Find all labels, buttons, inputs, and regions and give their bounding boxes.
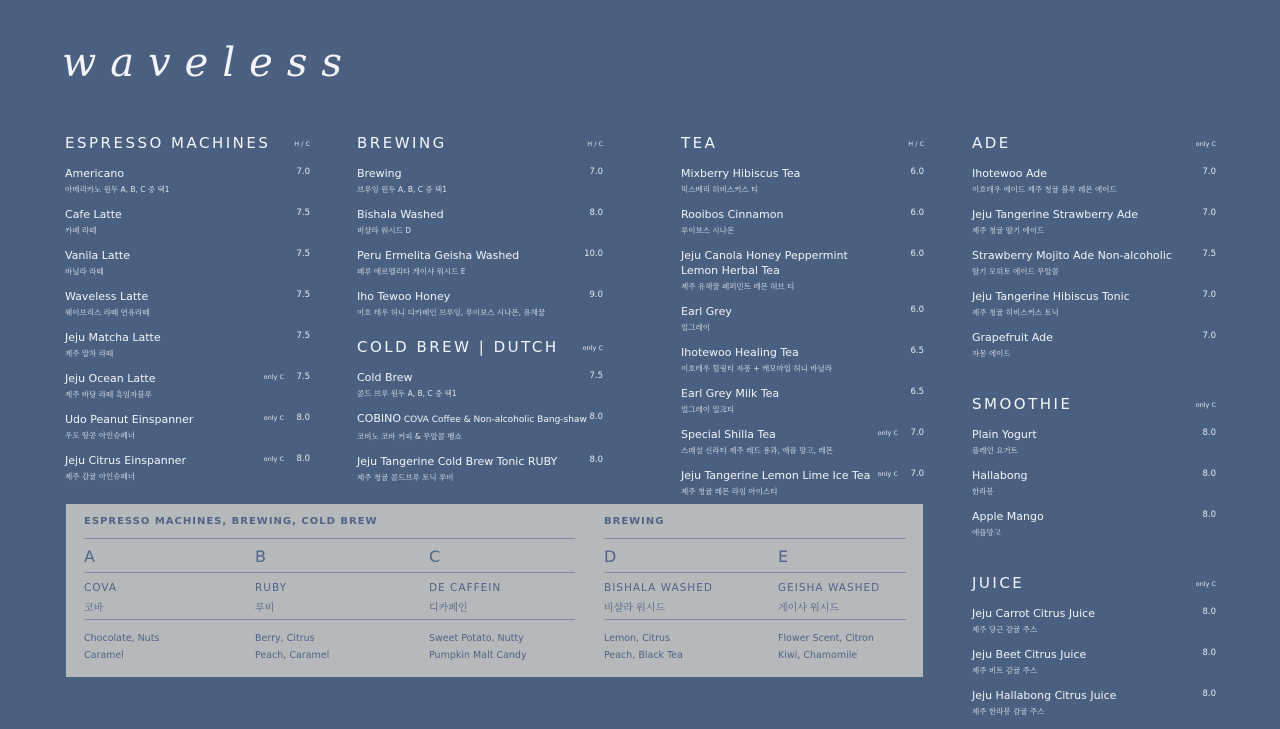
- item-price: 8.0: [1202, 469, 1216, 479]
- item-name-text: Americano: [65, 167, 125, 180]
- item-price: 8.0: [296, 413, 310, 423]
- menu-item: [972, 509, 1216, 538]
- menu-item: [357, 207, 603, 236]
- bean-name: COVA: [84, 582, 118, 594]
- menu-column-3: [681, 134, 924, 509]
- section-tag: H / C: [587, 140, 603, 148]
- item-name: [65, 289, 310, 304]
- item-price: 7.5: [296, 249, 310, 259]
- item-korean-name: 제주 유채꿀 페퍼민트 레몬 허브 티: [681, 282, 795, 291]
- bean-name: DE CAFFEIN: [429, 582, 502, 594]
- bean-letter: B: [255, 547, 266, 566]
- bean-korean-name: 비샬라 워시드: [604, 603, 666, 614]
- item-korean-name: 제주 당근 감귤 주스: [972, 625, 1038, 634]
- item-name-text: Jeju Ocean Latte: [65, 372, 156, 385]
- item-price: 8.0: [1202, 428, 1216, 438]
- menu-item: [972, 330, 1216, 359]
- item-price: 8.0: [1202, 510, 1216, 520]
- section-tag: H / C: [908, 140, 924, 148]
- item-price: 8.0: [589, 455, 603, 465]
- item-price: 8.0: [296, 454, 310, 464]
- item-price: 7.0: [589, 167, 603, 177]
- bean-note: Berry, Citrus: [255, 633, 315, 644]
- divider: [604, 572, 906, 573]
- section-header: [65, 134, 310, 152]
- item-name-text: Mixberry Hibiscus Tea: [681, 167, 801, 180]
- item-name-text: Bishala Washed: [357, 208, 444, 221]
- menu-item: [681, 166, 924, 195]
- item-name: [65, 248, 310, 263]
- menu-item: [972, 688, 1216, 717]
- section-title: COLD BREW | DUTCH: [357, 338, 559, 356]
- section-title: SMOOTHIE: [972, 395, 1073, 413]
- menu-column-4: [972, 134, 1216, 729]
- bean-korean-name: 디카페인: [429, 603, 468, 614]
- section-title: ADE: [972, 134, 1011, 152]
- item-korean-name: 제주 청귤 딸기 에이드: [972, 226, 1045, 235]
- menu-item: [357, 370, 603, 399]
- item-price: 7.0: [910, 428, 924, 438]
- section-header: [972, 134, 1216, 152]
- divider: [604, 538, 906, 539]
- menu-item: [357, 248, 603, 277]
- item-name-text: Jeju Tangerine Cold Brew Tonic RUBY: [357, 455, 558, 468]
- item-name-text: Jeju Matcha Latte: [65, 331, 161, 344]
- item-price: 6.5: [910, 387, 924, 397]
- item-price: 7.0: [1202, 167, 1216, 177]
- bean-note: Chocolate, Nuts: [84, 633, 160, 644]
- item-name: [972, 166, 1216, 181]
- section-tag: only C: [582, 344, 603, 352]
- menu-item: [681, 345, 924, 374]
- bean-name: GEISHA WASHED: [778, 582, 881, 594]
- menu-item: [972, 427, 1216, 456]
- item-korean-name: 카페 라떼: [65, 226, 97, 235]
- menu-item: [681, 207, 924, 236]
- menu-item: [65, 166, 310, 195]
- item-name: [65, 166, 310, 181]
- divider: [84, 538, 575, 539]
- item-name-text: Jeju Tangerine Strawberry Ade: [972, 208, 1138, 221]
- item-name: [972, 688, 1216, 703]
- item-name: [972, 248, 1216, 263]
- divider: [604, 619, 906, 620]
- item-korean-name: 믹스베리 히비스커스 티: [681, 185, 759, 194]
- item-price: 8.0: [1202, 648, 1216, 658]
- item-name: [65, 330, 310, 345]
- bean-korean-name: 게이샤 워시드: [778, 603, 840, 614]
- item-price: 6.0: [910, 249, 924, 259]
- item-price: 6.0: [910, 305, 924, 315]
- section-title: ESPRESSO MACHINES: [65, 134, 271, 152]
- menu-item: [681, 248, 924, 292]
- item-name: [357, 454, 603, 469]
- item-name: [972, 330, 1216, 345]
- menu-section: [972, 134, 1216, 359]
- only-cold-badge: only C: [263, 455, 284, 463]
- bean-letter: E: [778, 547, 789, 566]
- section-tag: only C: [1195, 580, 1216, 588]
- item-name-text: Strawberry Mojito Ade Non-alcoholic: [972, 249, 1172, 262]
- item-name-text: Brewing: [357, 167, 402, 180]
- item-name-detail: COVA Coffee & Non-alcoholic Bang-shaw: [401, 415, 587, 425]
- item-korean-name: 페루 에르멜리타 게이샤 워시드 E: [357, 267, 466, 276]
- item-name-text: Vanila Latte: [65, 249, 130, 262]
- item-price: 7.0: [1202, 208, 1216, 218]
- menu-section: [681, 134, 924, 497]
- item-name: [681, 166, 924, 181]
- item-korean-name: 제주 비트 감귤 주스: [972, 666, 1038, 675]
- menu-item: [681, 427, 924, 456]
- menu-item: [357, 289, 603, 318]
- bean-name: BISHALA WASHED: [604, 582, 713, 594]
- bean-letter: C: [429, 547, 441, 566]
- item-price: 7.5: [296, 208, 310, 218]
- item-korean-name: 이호테우 에이드 제주 청귤 블루 레몬 에이드: [972, 185, 1117, 194]
- item-name-text: Rooibos Cinnamon: [681, 208, 784, 221]
- item-price: 7.0: [1202, 331, 1216, 341]
- bean-note: Flower Scent, Citron: [778, 633, 874, 644]
- only-cold-badge: only C: [263, 414, 284, 422]
- item-name-text: Waveless Latte: [65, 290, 149, 303]
- bean-note: Caramel: [84, 650, 124, 661]
- menu-item: [681, 386, 924, 415]
- section-header: [357, 338, 603, 356]
- item-price: 7.5: [296, 372, 310, 382]
- item-price: 7.5: [1202, 249, 1216, 259]
- panel-heading-left: ESPRESSO MACHINES, BREWING, COLD BREW: [84, 516, 378, 527]
- item-name: [972, 647, 1216, 662]
- section-tag: only C: [1195, 140, 1216, 148]
- item-name-text: Jeju Tangerine Lemon Lime Ice Tea: [681, 469, 871, 482]
- item-name: [972, 468, 1216, 483]
- section-title: BREWING: [357, 134, 447, 152]
- bean-name: RUBY: [255, 582, 288, 594]
- divider: [84, 619, 575, 620]
- item-name: [681, 304, 924, 319]
- item-price: 7.5: [296, 290, 310, 300]
- item-name-text: Apple Mango: [972, 510, 1044, 523]
- menu-section: [357, 134, 603, 318]
- item-name: [357, 370, 603, 385]
- item-name: [65, 207, 310, 222]
- item-name-text: Jeju Hallabong Citrus Juice: [972, 689, 1117, 702]
- item-price: 8.0: [589, 208, 603, 218]
- section-tag: H / C: [294, 140, 310, 148]
- menu-item: [357, 454, 603, 483]
- menu-item: [65, 289, 310, 318]
- item-korean-name: 제주 말차 라떼: [65, 349, 114, 358]
- menu-item: [972, 468, 1216, 497]
- item-korean-name: 우도 땅콩 아인슈페너: [65, 431, 135, 440]
- divider: [84, 572, 575, 573]
- menu-item: [65, 330, 310, 359]
- item-price: 7.5: [589, 371, 603, 381]
- item-name: [972, 207, 1216, 222]
- item-price: 7.0: [1202, 290, 1216, 300]
- menu-column-2: [357, 134, 603, 495]
- item-korean-name: 애플망고: [972, 528, 1001, 537]
- menu-item: [972, 289, 1216, 318]
- bean-note: Kiwi, Chamomile: [778, 650, 858, 661]
- section-title: JUICE: [972, 574, 1025, 592]
- section-tag: only C: [1195, 401, 1216, 409]
- menu-item: [972, 606, 1216, 635]
- item-korean-name: 딸기 모히토 에이드 무알콜: [972, 267, 1059, 276]
- item-korean-name: 웨이브리스 라떼 연유라떼: [65, 308, 150, 317]
- menu-column-1: [65, 134, 310, 494]
- item-name-text: Grapefruit Ade: [972, 331, 1053, 344]
- item-name-text: Jeju Beet Citrus Juice: [972, 648, 1087, 661]
- item-price: 6.0: [910, 208, 924, 218]
- item-korean-name: 브루잉 원두 A, B, C 중 택1: [357, 185, 448, 194]
- item-name: [357, 289, 603, 304]
- item-korean-name: 비샬라 워시드 D: [357, 226, 412, 235]
- menu-item: [357, 166, 603, 195]
- menu-item: [65, 207, 310, 236]
- bean-note: Pumpkin Malt Candy: [429, 650, 527, 661]
- bean-letter: D: [604, 547, 617, 566]
- item-price: 10.0: [584, 249, 603, 259]
- menu-item: [972, 166, 1216, 195]
- item-name-text: Ihotewoo Healing Tea: [681, 346, 799, 359]
- bean-note: Peach, Caramel: [255, 650, 330, 661]
- bean-note: Peach, Black Tea: [604, 650, 683, 661]
- item-name-text: Hallabong: [972, 469, 1028, 482]
- item-korean-name: 이호테우 힐링티 자몽 + 캐모마일 허니 바닐라: [681, 364, 832, 373]
- item-name-text: Iho Tewoo Honey: [357, 290, 451, 303]
- menu-item: [972, 248, 1216, 277]
- menu-section: [65, 134, 310, 482]
- bean-letter: A: [84, 547, 95, 566]
- menu-section: [972, 395, 1216, 538]
- item-korean-name: 이호 테우 허니 디카페인 브루잉, 루이보스 시나몬, 유채꿀: [357, 308, 546, 317]
- item-price: 6.0: [910, 167, 924, 177]
- item-price: 9.0: [589, 290, 603, 300]
- item-name: [357, 411, 603, 428]
- item-price: 8.0: [589, 412, 603, 422]
- item-name: [357, 166, 603, 181]
- item-name: [972, 427, 1216, 442]
- section-header: [357, 134, 603, 152]
- item-price: 8.0: [1202, 607, 1216, 617]
- item-name-text: Jeju Tangerine Hibiscus Tonic: [972, 290, 1130, 303]
- item-name-text: Jeju Carrot Citrus Juice: [972, 607, 1095, 620]
- menu-item: [65, 371, 310, 400]
- bean-note: Sweet Potato, Nutty: [429, 633, 524, 644]
- item-name-text: Special Shilla Tea: [681, 428, 776, 441]
- item-korean-name: 자몽 에이드: [972, 349, 1011, 358]
- menu-item: [681, 304, 924, 333]
- bean-korean-name: 코바: [84, 603, 104, 614]
- item-name-text: Jeju Canola Honey Peppermint Lemon Herbal Tea: [681, 249, 848, 277]
- menu-item: [357, 411, 603, 442]
- item-name-text: Cafe Latte: [65, 208, 122, 221]
- item-name: [681, 248, 924, 278]
- menu-section: [357, 338, 603, 483]
- bean-note: Lemon, Citrus: [604, 633, 670, 644]
- item-korean-name: 플레인 요거트: [972, 446, 1018, 455]
- bean-korean-name: 루비: [255, 603, 275, 614]
- item-name: [357, 207, 603, 222]
- item-name-text: Peru Ermelita Geisha Washed: [357, 249, 520, 262]
- item-korean-name: 바닐라 라떼: [65, 267, 104, 276]
- item-name-text: Earl Grey: [681, 305, 732, 318]
- item-name-text: Plain Yogurt: [972, 428, 1037, 441]
- item-price: 8.0: [1202, 689, 1216, 699]
- item-korean-name: 제주 바당 라떼 흑임자블루: [65, 390, 152, 399]
- menu-item: [65, 412, 310, 441]
- item-name-text: Cold Brew: [357, 371, 413, 384]
- item-korean-name: 제주 감귤 아인슈페너: [65, 472, 135, 481]
- menu-item: [65, 453, 310, 482]
- item-name-text: Earl Grey Milk Tea: [681, 387, 780, 400]
- item-price: 7.0: [296, 167, 310, 177]
- item-name-text: Ihotewoo Ade: [972, 167, 1048, 180]
- item-korean-name: 제주 청귤 레몬 라임 아이스티: [681, 487, 778, 496]
- only-cold-badge: only C: [263, 373, 284, 381]
- item-korean-name: 제주 청귤 히비스커스 토닉: [972, 308, 1059, 317]
- item-name: [972, 606, 1216, 621]
- item-korean-name: 아메리카노 원두 A, B, C 중 택1: [65, 185, 170, 194]
- item-korean-name: 얼그레이: [681, 323, 710, 332]
- item-korean-name: 얼그레이 밀크티: [681, 405, 735, 414]
- item-name: [972, 509, 1216, 524]
- item-price: 6.5: [910, 346, 924, 356]
- section-header: [681, 134, 924, 152]
- menu-item: [681, 468, 924, 497]
- brand-logo: waveless: [62, 40, 356, 86]
- item-name: [681, 207, 924, 222]
- item-price: 7.0: [910, 469, 924, 479]
- item-name-text: Udo Peanut Einspanner: [65, 413, 194, 426]
- item-korean-name: 루이보스 시나몬: [681, 226, 735, 235]
- menu-item: [972, 207, 1216, 236]
- only-cold-badge: only C: [877, 470, 898, 478]
- item-name-text: COBINO: [357, 412, 402, 425]
- panel-heading-right: BREWING: [604, 516, 665, 527]
- menu-item: [972, 647, 1216, 676]
- item-name: [681, 345, 924, 360]
- item-name-text: Jeju Citrus Einspanner: [65, 454, 186, 467]
- item-korean-name: 스페셜 신라티 제주 레드 용과, 애플 망고, 레몬: [681, 446, 833, 455]
- item-name: [972, 289, 1216, 304]
- item-korean-name: 한라봉: [972, 487, 994, 496]
- section-header: [972, 574, 1216, 592]
- bean-info-panel: [66, 504, 923, 677]
- item-name: [681, 386, 924, 401]
- item-price: 7.5: [296, 331, 310, 341]
- menu-item: [65, 248, 310, 277]
- item-korean-name: 제주 한라봉 감귤 주스: [972, 707, 1045, 716]
- menu-section: [972, 574, 1216, 717]
- section-header: [972, 395, 1216, 413]
- item-name: [357, 248, 603, 263]
- section-title: TEA: [681, 134, 718, 152]
- only-cold-badge: only C: [877, 429, 898, 437]
- item-korean-name: 콜드 브루 원두 A, B, C 중 택1: [357, 389, 457, 398]
- item-korean-name: 코비노 코바 커피 & 무알콜 뱅쇼: [357, 432, 462, 441]
- item-korean-name: 제주 청귤 콜드브루 토닉 루비: [357, 473, 454, 482]
